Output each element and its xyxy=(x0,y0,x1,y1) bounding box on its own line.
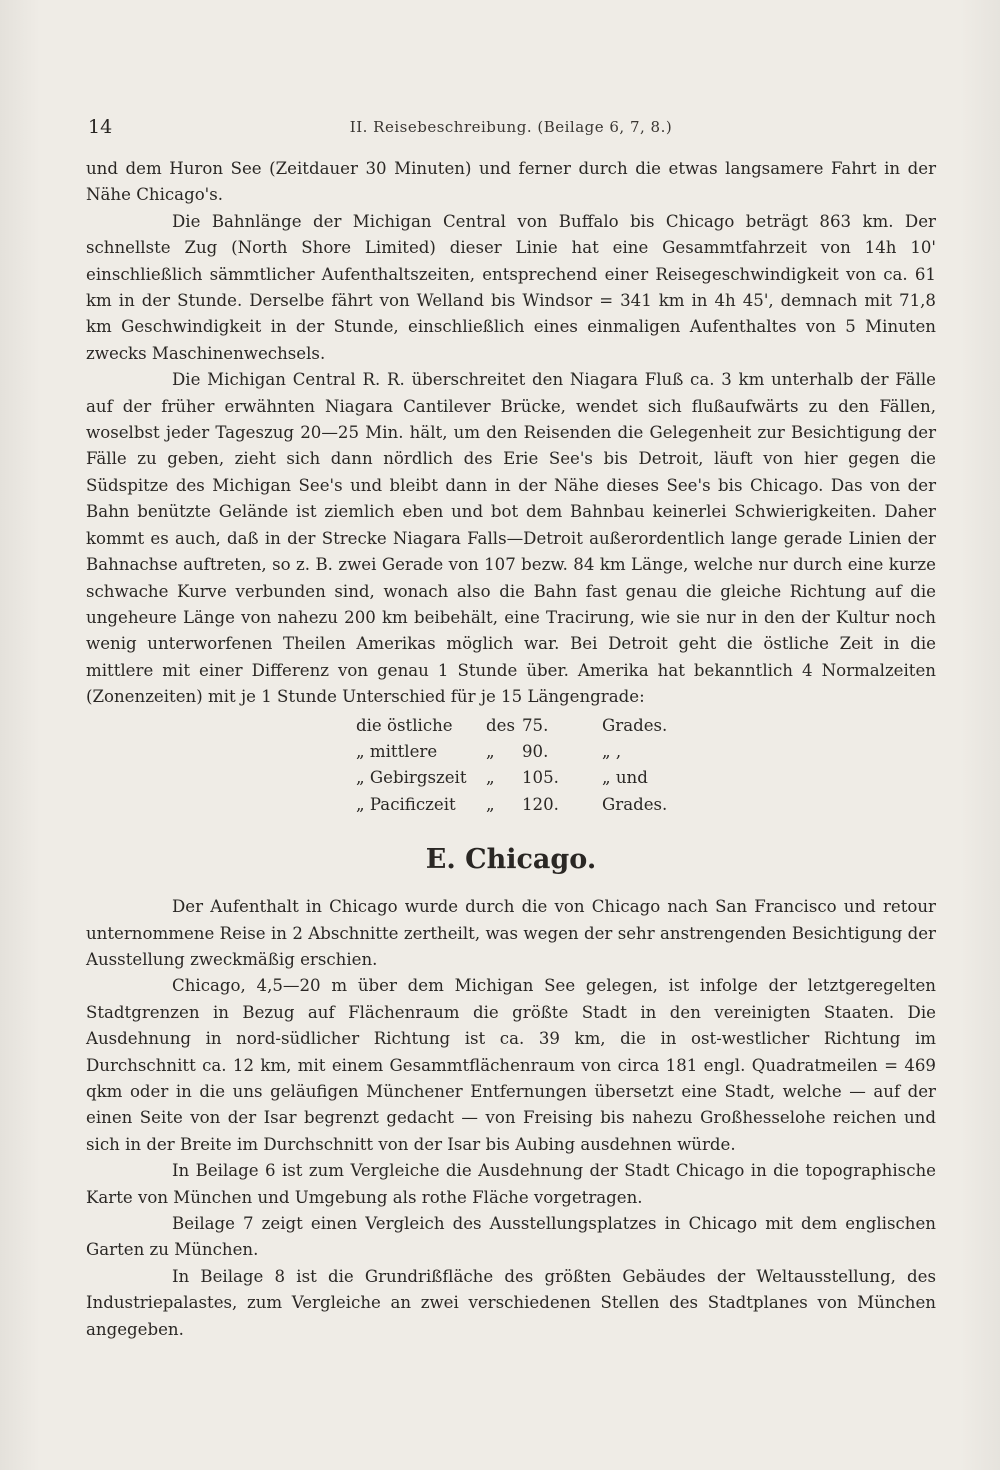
zone-des: „ xyxy=(486,794,495,814)
paragraph: Chicago, 4,5—20 m über dem Michigan See gelegen, ist infolge der letztgeregelten Stadtgrenzen in Bezug auf Flächenraum die größte Stadt in den vereinigten Staaten. Die Ausdehnung in nord-südlicher Richtung ist ca. 39 km, die in ost-westlicher Richtung im Durchschnitt ca. 12 km, mit einem Gesammtflächenraum von circa 181 engl. Quadratmeilen = 469 qkm oder in die uns geläufigen Münchener Entfernungen übersetzt eine Stadt, welche — auf der einen Seite von der Isar begrenzt gedacht — von Freising bis nahezu Großhesselohe reichen und sich in der Breite im Durchschnitt von der Isar bis Aubing ausdehnen würde. xyxy=(86,976,936,1154)
zone-name: „ Pacificzeit xyxy=(356,794,456,814)
zone-degree: 90. xyxy=(522,741,549,761)
zone-name: die östliche xyxy=(356,715,453,735)
time-zone-row xyxy=(356,713,676,739)
zone-name: „ mittlere xyxy=(356,741,438,761)
time-zone-row xyxy=(356,792,676,818)
paragraph: Der Aufenthalt in Chicago wurde durch die von Chicago nach San Francisco und retour unternommene Reise in 2 Abschnitte zertheilt, was wegen der sehr anstrengenden Besichtigung der Ausstellung zweckmäßig erschien. xyxy=(86,897,936,969)
paragraph: In Beilage 8 ist die Grundrißfläche des größten Gebäudes der Weltausstellung, des Industriepalastes, zum Vergleiche an zwei verschiedenen Stellen des Stadtplanes von München angegeben. xyxy=(86,1266,936,1339)
zone-degree: 75. xyxy=(522,715,549,735)
page-header xyxy=(88,116,934,140)
zone-suffix: Grades. xyxy=(602,715,668,735)
zone-suffix: „ und xyxy=(602,768,648,788)
time-zone-row xyxy=(356,765,676,791)
zone-suffix: Grades. xyxy=(602,794,668,814)
zone-des: „ xyxy=(486,768,495,788)
zone-degree: 105. xyxy=(522,768,559,788)
paragraph: und dem Huron See (Zeitdauer 30 Minuten) und ferner durch die etwas langsamere Fahrt in der Nähe Chicago's. xyxy=(86,159,936,205)
zone-name: „ Gebirgszeit xyxy=(356,768,467,788)
zone-degree: 120. xyxy=(522,794,559,814)
running-head: II. Reisebeschreibung. (Beilage 6, 7, 8.) xyxy=(349,118,673,136)
zone-des: des xyxy=(486,715,515,735)
paragraph: Die Michigan Central R. R. überschreitet den Niagara Fluß ca. 3 km unterhalb der Fälle auf der früher erwähnten Niagara Cantilever Brücke, wendet sich flußaufwärts zu den Fällen, woselbst jeder Tageszug 20—25 Min. hält, um den Reisenden die Gelegenheit zur Besichtigung der Fälle zu geben, zieht sich dann nördlich des Erie See's bis Detroit, läuft von hier gegen die Südspitze des Michigan See's und bleibt dann in der Nähe dieses See's bis Chicago. Das von der Bahn benützte Gelände ist ziemlich eben und bot dem Bahnbau keinerlei Schwierigkeiten. Daher kommt es auch, daß in der Strecke Niagara Falls—Detroit außerordentlich lange gerade Linien der Bahnachse auftreten, so z. B. zwei Gerade von 107 bezw. 84 km Länge, welche nur durch eine kurze schwache Kurve verbunden sind, wonach also die Bahn fast genau die gleiche Richtung auf die ungeheure Länge von nahezu 200 km beibehält, eine Tracirung, wie sie nur in den der Kultur noch wenig unterworfenen Theilen Amerikas möglich war. Bei Detroit geht die östliche Zeit in die mittlere mit einer Differenz von genau 1 Stunde über. Amerika hat bekanntlich 4 Normalzeiten (Zonenzeiten) mit je 1 Stunde Unterschied für je 15 Längengrade: xyxy=(86,370,936,707)
time-zone-row xyxy=(356,739,676,765)
zone-des: „ xyxy=(486,741,495,761)
page-number: 14 xyxy=(88,116,113,138)
paragraph: Die Bahnlänge der Michigan Central von Buffalo bis Chicago beträgt 863 km. Der schnellste Zug (North Shore Limited) dieser Linie hat eine Gesammtfahrzeit von 14h 10' einschließlich sämmtlicher Aufenthaltszeiten, entsprechend einer Reisegeschwindigkeit von ca. 61 km in der Stunde. Derselbe fährt von Welland bis Windsor = 341 km in 4h 45', demnach mit 71,8 km Geschwindigkeit in der Stunde, einschließlich eines einmaligen Aufenthaltes von 5 Minuten zwecks Maschinenwechsels. xyxy=(86,211,936,363)
section-title: E. Chicago. xyxy=(425,844,597,876)
zone-suffix: „ , xyxy=(602,741,622,761)
paragraph: Beilage 7 zeigt einen Vergleich des Ausstellungsplatzes in Chicago mit dem englischen Garten zu München. xyxy=(86,1213,936,1260)
time-zone-list xyxy=(356,713,676,819)
paragraph: In Beilage 6 ist zum Vergleiche die Ausdehnung der Stadt Chicago in die topographische Karte von München und Umgebung als rothe Fläche vorgetragen. xyxy=(86,1161,936,1207)
body-text xyxy=(86,156,936,1343)
